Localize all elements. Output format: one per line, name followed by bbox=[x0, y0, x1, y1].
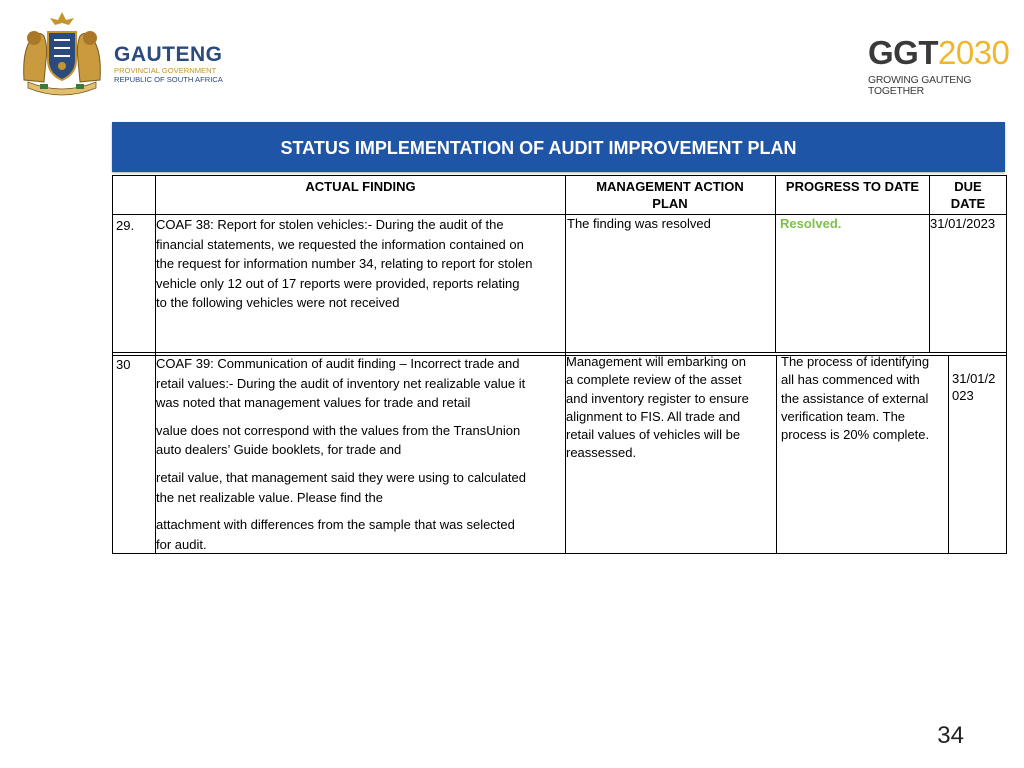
gauteng-wordmark bbox=[114, 44, 223, 84]
gauteng-subtitle-2: REPUBLIC OF SOUTH AFRICA bbox=[114, 75, 223, 84]
col-header-due: DUE DATE bbox=[950, 179, 986, 211]
row-30-due-date: 31/01/2 023 bbox=[952, 371, 996, 403]
row-30-number: 30 bbox=[116, 357, 131, 372]
row-30-progress: The process of identifying all has commenced with the assistance of external verification team. The process is 20% complete. bbox=[781, 354, 930, 443]
gauteng-name: GAUTENG bbox=[114, 43, 223, 66]
gauteng-subtitle-1: PROVINCIAL GOVERNMENT bbox=[114, 66, 217, 75]
ggt2030-logo bbox=[868, 36, 1008, 97]
row-29-action: The finding was resolved bbox=[567, 216, 711, 231]
page-number: 34 bbox=[937, 722, 964, 749]
row-29-progress: Resolved. bbox=[780, 216, 842, 231]
col-header-progress: PROGRESS TO DATE bbox=[785, 179, 920, 194]
row-29-finding: COAF 38: Report for stolen vehicles:- During the audit of the financial statements, we requested the information contained on the request for information number 34, relating to report for stolen vehicle only 12 out of 17 reports were provided, reports relating to the following vehicles were not received bbox=[156, 217, 533, 311]
coat-of-arms-icon bbox=[14, 10, 110, 98]
col-header-action: MANAGEMENT ACTION PLAN bbox=[596, 179, 744, 211]
row-30-action: Management will embarking on a complete review of the asset and inventory register to ensure alignment to FIS. All trade and retail values of vehicles will be reassessed. bbox=[566, 354, 749, 461]
ggt2030-tagline: GROWING GAUTENG TOGETHER bbox=[868, 75, 972, 97]
ggt2030-wordmark: GGT2030 bbox=[868, 34, 1010, 71]
row-30-finding: COAF 39: Communication of audit finding – Incorrect trade and retail values:- During the audit of inventory net realizable value it was noted that management values for trade and retail value does not correspond with the values from the TransUnion auto dealers’ Guide booklets, for trade and retail value, that management said they were using to calculated the net realizable value. Please find the attachment with differences from the sample that was selected for audit. bbox=[156, 356, 526, 552]
row-29-number: 29. bbox=[116, 218, 135, 233]
col-header-finding: ACTUAL FINDING bbox=[305, 179, 416, 194]
title-banner bbox=[112, 122, 1005, 172]
page-title: STATUS IMPLEMENTATION OF AUDIT IMPROVEMENT PLAN bbox=[280, 138, 797, 158]
row-29-due-date: 31/01/2023 bbox=[930, 216, 996, 231]
